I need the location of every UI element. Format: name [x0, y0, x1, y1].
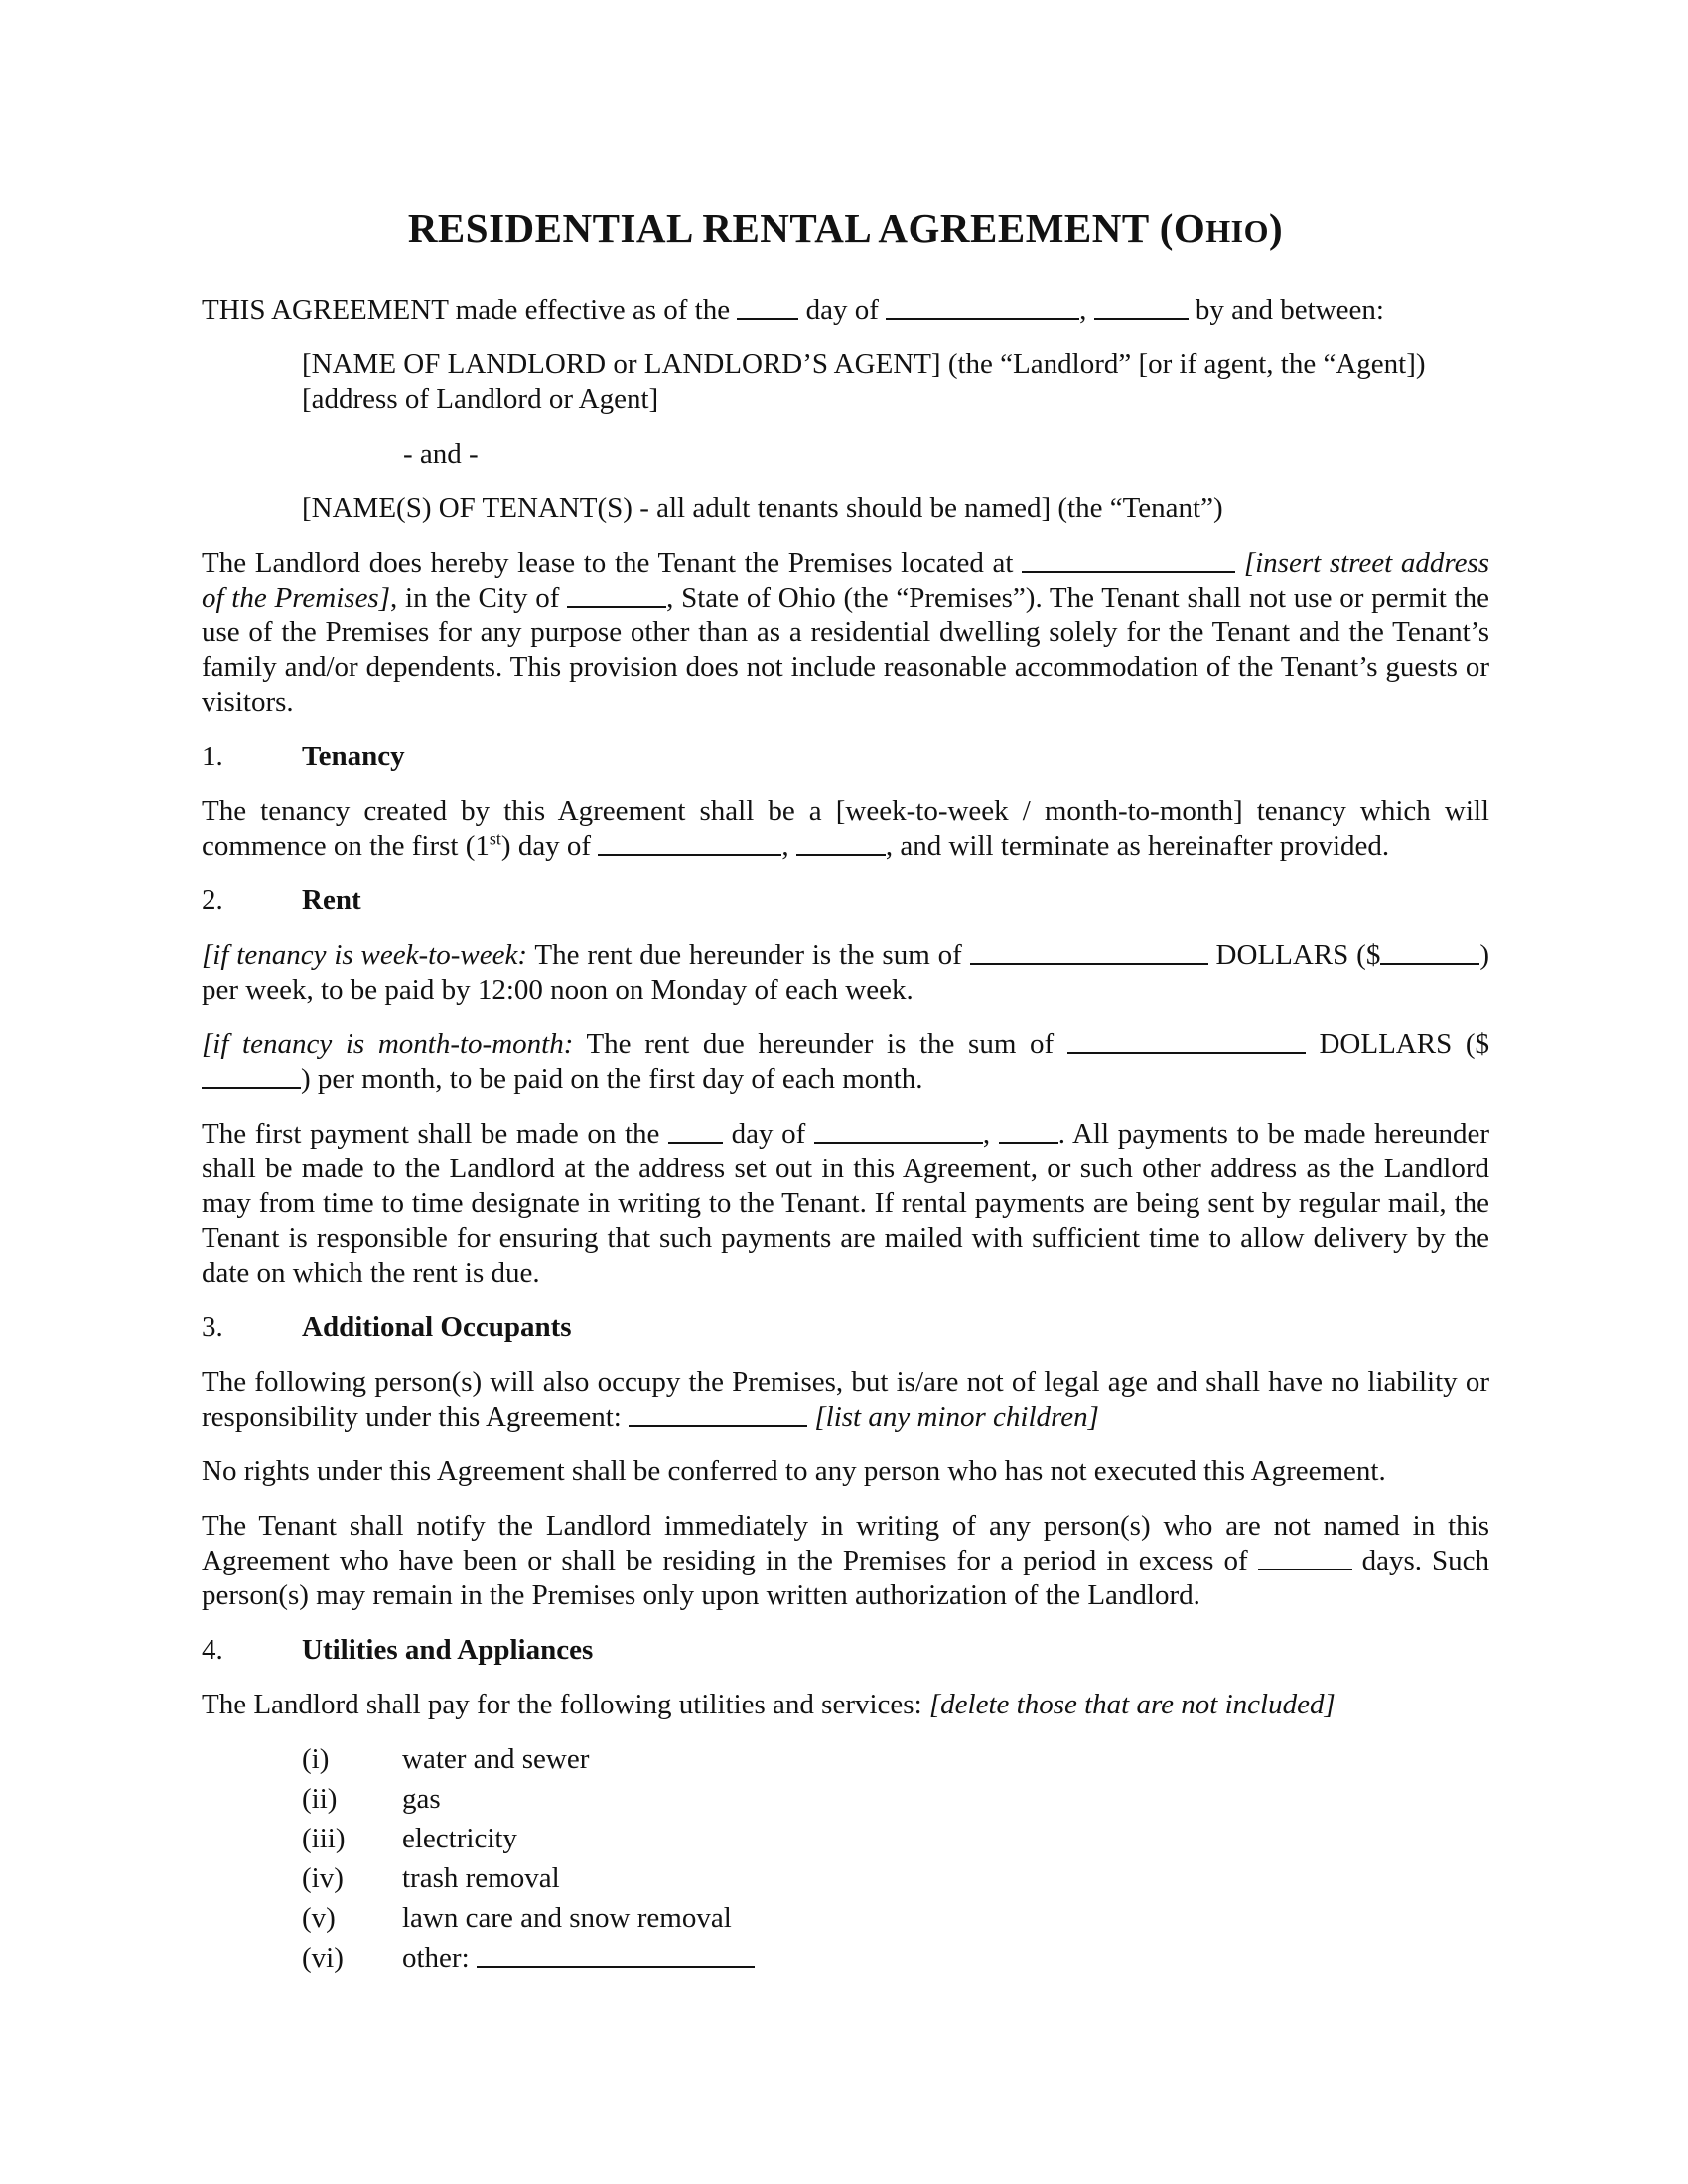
fill-in-blank — [814, 1142, 983, 1144]
utility-item-lawn-snow — [302, 1901, 1489, 1936]
fill-in-blank — [796, 854, 886, 856]
utility-item-number: (v) — [302, 1902, 336, 1934]
fill-in-blank — [970, 963, 1208, 965]
fill-in-blank — [668, 1142, 723, 1144]
fill-in-blank — [1022, 571, 1235, 573]
title-close-paren: ) — [1269, 205, 1284, 251]
landlord-address-line: [address of Landlord or Agent] — [302, 383, 659, 415]
first-payment-paragraph: The first payment shall be made on the day of , . All payments to be made hereunder shall be made to the Landlord at the address set out in this Agreement, or such other address as the Landlord may from time to time designate in writing to the Tenant. If rental payments are being sent by regular mail, the Tenant is responsible for ensuring that such payments are mailed with sufficient time to allow delivery by the date on which the rent is due. — [202, 1118, 1490, 1289]
fill-in-blank — [1094, 318, 1189, 320]
intro-paragraph: THIS AGREEMENT made effective as of the day of , by and between: — [202, 294, 1384, 326]
utility-item-number: (iii) — [302, 1823, 346, 1854]
section-2-title: Rent — [302, 885, 361, 916]
utility-item-water — [302, 1742, 1489, 1777]
and-separator: - and - — [403, 438, 479, 470]
utility-item-number: (i) — [302, 1743, 330, 1775]
section-4-title: Utilities and Appliances — [302, 1634, 594, 1666]
fill-in-blank — [999, 1142, 1058, 1144]
fill-in-blank — [202, 1087, 301, 1089]
fill-in-blank — [598, 854, 781, 856]
fill-in-blank — [1258, 1569, 1352, 1570]
utilities-list — [202, 1742, 1489, 1976]
utility-item-gas — [302, 1782, 1489, 1817]
rent-monthly-paragraph: [if tenancy is month-to-month: The rent due hereunder is the sum of DOLLARS ($) per month, to be paid on the first day of each month. — [202, 1028, 1489, 1095]
additional-occupants-paragraph: The following person(s) will also occupy the Premises, but is/are not of legal age and shall have no liability or responsibility under this Agreement: [list any minor children] — [202, 1366, 1489, 1433]
fill-in-blank — [886, 318, 1079, 320]
utility-item-electricity — [302, 1822, 1489, 1856]
utility-item-number: (iv) — [302, 1862, 344, 1894]
fill-in-blank — [567, 606, 666, 608]
section-2-heading — [202, 884, 1489, 918]
utility-item-number: (vi) — [302, 1942, 344, 1974]
utility-item-label: other: — [402, 1942, 755, 1974]
notify-landlord-paragraph: The Tenant shall notify the Landlord immediately in writing of any person(s) who are not named in this Agreement who have been or shall be residing in the Premises for a period in excess of days. Such person(s) may remain in the Premises only upon written authorization of the Landlord. — [202, 1510, 1489, 1611]
section-4-heading — [202, 1633, 1489, 1668]
fill-in-blank — [629, 1425, 807, 1427]
rent-weekly-paragraph: [if tenancy is week-to-week: The rent due hereunder is the sum of DOLLARS ($ ) per week, to be paid by 12:00 noon on Monday of each week. — [202, 939, 1489, 1006]
fill-in-blank — [737, 318, 798, 320]
lease-paragraph: The Landlord does hereby lease to the Tenant the Premises located at [insert street address of the Premises], in the City of , State of Ohio (the “Premises”). The Tenant shall not use or permit the use of the Premises for any purpose other than as a residential dwelling solely for the Tenant and the Tenant’s family and/or dependents. This provision does not include reasonable accommodation of the Tenant’s guests or visitors. — [202, 547, 1490, 718]
utility-item-label: water and sewer — [402, 1743, 590, 1775]
document-title — [202, 205, 1489, 255]
fill-in-blank — [1067, 1052, 1306, 1054]
tenancy-paragraph: The tenancy created by this Agreement shall be a [week-to-week / month-to-month] tenancy which will commence on the first (1st) day of , , and will terminate as hereinafter provided. — [202, 795, 1489, 862]
section-3-number: 3. — [202, 1311, 223, 1343]
utility-item-label: gas — [402, 1783, 441, 1815]
utilities-intro-paragraph: The Landlord shall pay for the following utilities and services: [delete those that are not included] — [202, 1689, 1336, 1720]
landlord-block — [302, 347, 1489, 417]
title-text: RESIDENTIAL RENTAL AGREEMENT (O — [407, 205, 1206, 251]
fill-in-blank — [477, 1966, 755, 1968]
title-smallcaps-text: HIO — [1205, 213, 1269, 249]
landlord-name-line: [NAME OF LANDLORD or LANDLORD’S AGENT] (the “Landlord” [or if agent, the “Agent]) — [302, 348, 1426, 380]
utility-item-trash — [302, 1861, 1489, 1896]
section-1-number: 1. — [202, 741, 223, 772]
utility-item-label: electricity — [402, 1823, 517, 1854]
section-4-number: 4. — [202, 1634, 223, 1666]
section-3-title: Additional Occupants — [302, 1311, 572, 1343]
section-2-number: 2. — [202, 885, 223, 916]
utility-item-label: trash removal — [402, 1862, 560, 1894]
section-1-title: Tenancy — [302, 741, 405, 772]
section-3-heading — [202, 1310, 1489, 1345]
tenant-name-line: [NAME(S) OF TENANT(S) - all adult tenants should be named] (the “Tenant”) — [302, 492, 1223, 524]
utility-item-label: lawn care and snow removal — [402, 1902, 732, 1934]
fill-in-blank — [1380, 963, 1479, 965]
no-rights-paragraph: No rights under this Agreement shall be conferred to any person who has not executed this Agreement. — [202, 1455, 1386, 1487]
utility-item-number: (ii) — [302, 1783, 338, 1815]
utility-item-other — [302, 1941, 1489, 1976]
section-1-heading — [202, 740, 1489, 774]
